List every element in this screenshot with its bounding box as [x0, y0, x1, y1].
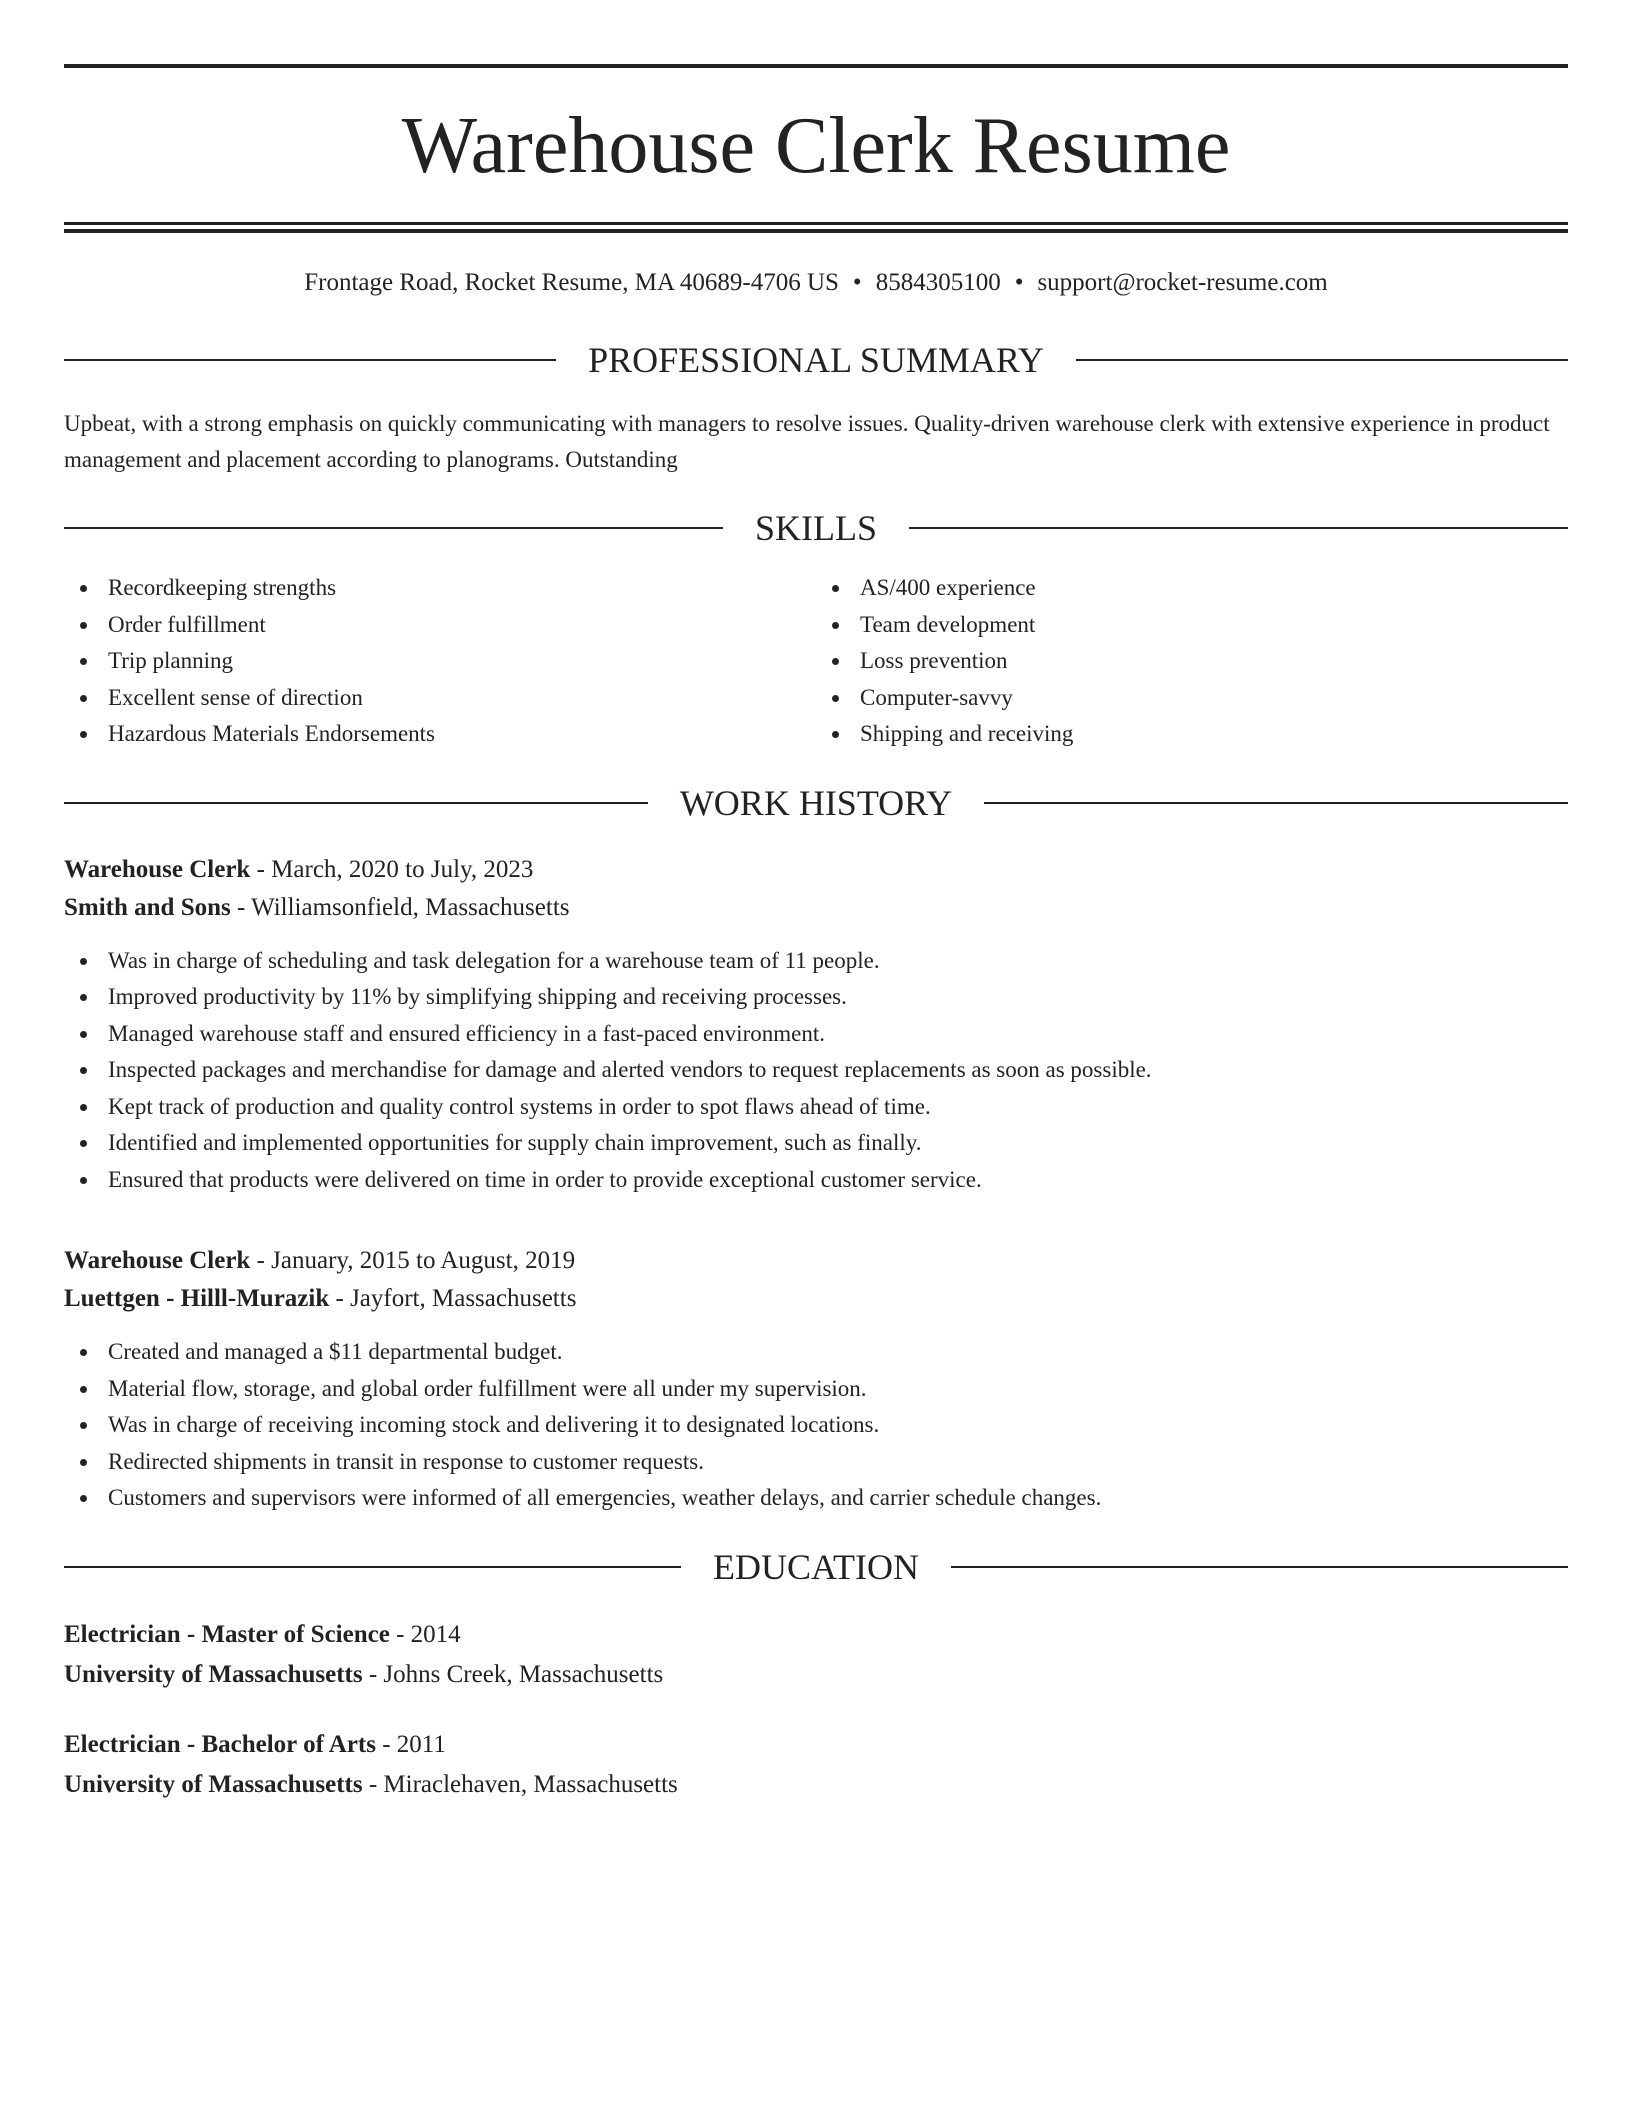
heading-rule-left	[64, 1566, 681, 1568]
job-dates: - January, 2015 to August, 2019	[250, 1247, 576, 1274]
job-company: Smith and Sons	[64, 893, 231, 921]
job-bullet: Was in charge of scheduling and task delegation for a warehouse team of 11 people.	[64, 943, 1568, 980]
skill-item: Team development	[816, 607, 1568, 644]
heading-rule-left	[64, 359, 556, 361]
work-section-heading	[64, 783, 1568, 823]
education-degree: Electrician - Master of Science	[64, 1620, 390, 1648]
job-bullet: Kept track of production and quality control systems in order to spot flaws ahead of time.	[64, 1089, 1568, 1126]
education-heading-label: EDUCATION	[713, 1546, 919, 1587]
summary-text: Upbeat, with a strong emphasis on quickly communicating with managers to resolve issues. Quality-driven warehouse clerk with extensive experience in product management and placement according to planograms. Outstanding	[64, 411, 1550, 472]
job-bullet: Was in charge of receiving incoming stock and delivering it to designated locations.	[64, 1407, 1568, 1444]
education-school: University of Massachusetts	[64, 1660, 363, 1688]
job-company: Luettgen - Hilll-Murazik	[64, 1285, 330, 1312]
skill-item: Hazardous Materials Endorsements	[64, 716, 816, 753]
contact-separator: •	[1014, 269, 1024, 296]
skill-item: Shipping and receiving	[816, 716, 1568, 753]
job-bullet: Improved productivity by 11% by simplifying shipping and receiving processes.	[64, 979, 1568, 1016]
job-bullet: Customers and supervisors were informed of all emergencies, weather delays, and carrier schedule changes.	[64, 1480, 1568, 1517]
education-degree: Electrician - Bachelor of Arts	[64, 1730, 376, 1758]
heading-rule-right	[984, 802, 1568, 804]
resume-page	[64, 64, 1568, 1805]
job-bullets	[64, 1334, 1568, 1517]
job-bullets	[64, 943, 1568, 1199]
job-title: Warehouse Clerk	[64, 855, 251, 883]
summary-section-heading	[64, 340, 1568, 380]
education-degree-line	[64, 1725, 1568, 1765]
skill-item: Computer-savvy	[816, 680, 1568, 717]
education-degree-line	[64, 1615, 1568, 1655]
heading-rule-left	[64, 802, 648, 804]
job-bullet: Managed warehouse staff and ensured efficiency in a fast-paced environment.	[64, 1016, 1568, 1053]
work-heading-label: WORK HISTORY	[679, 782, 953, 823]
heading-rule-left	[64, 527, 723, 529]
education-entry	[64, 1725, 1568, 1805]
skill-item: Excellent sense of direction	[64, 680, 816, 717]
contact-email: support@rocket-resume.com	[1037, 269, 1328, 296]
title-double-rule	[64, 222, 1568, 233]
job-location: - Williamsonfield, Massachusetts	[230, 893, 570, 921]
skills-heading-label: SKILLS	[755, 508, 878, 548]
education-location: - Miraclehaven, Massachusetts	[362, 1770, 678, 1798]
education-school-line	[64, 1765, 1568, 1805]
job-title-line	[64, 1242, 1568, 1280]
skill-item: Loss prevention	[816, 643, 1568, 680]
education-entry	[64, 1615, 1568, 1695]
contact-address: Frontage Road, Rocket Resume, MA 40689-4706 US	[304, 269, 839, 296]
heading-rule-right	[1076, 359, 1568, 361]
contact-line	[64, 266, 1568, 300]
resume-title: Warehouse Clerk Resume	[401, 102, 1231, 190]
job-entry	[64, 851, 1568, 1199]
education-year: - 2011	[375, 1730, 446, 1758]
education-location: - Johns Creek, Massachusetts	[362, 1660, 664, 1688]
job-company-line	[64, 889, 1568, 927]
job-bullet: Ensured that products were delivered on time in order to provide exceptional customer service.	[64, 1162, 1568, 1199]
education-section-heading	[64, 1547, 1568, 1587]
heading-rule-right	[951, 1566, 1568, 1568]
job-bullet: Redirected shipments in transit in response to customer requests.	[64, 1444, 1568, 1481]
contact-separator: •	[852, 269, 862, 296]
heading-rule-right	[909, 527, 1568, 529]
skill-item: Order fulfillment	[64, 607, 816, 644]
job-dates: - March, 2020 to July, 2023	[250, 855, 534, 883]
job-bullet: Created and managed a $11 departmental budget.	[64, 1334, 1568, 1371]
job-bullet: Identified and implemented opportunities for supply chain improvement, such as finally.	[64, 1125, 1568, 1162]
job-location: - Jayfort, Massachusetts	[329, 1285, 577, 1312]
skills-list	[64, 570, 1568, 753]
summary-heading-label: PROFESSIONAL SUMMARY	[588, 340, 1044, 380]
skill-item: Trip planning	[64, 643, 816, 680]
education-school: University of Massachusetts	[64, 1770, 363, 1798]
contact-phone: 8584305100	[875, 269, 1001, 296]
skill-item: AS/400 experience	[816, 570, 1568, 607]
skills-column-right	[816, 570, 1568, 753]
job-entry	[64, 1242, 1568, 1517]
skill-item: Recordkeeping strengths	[64, 570, 816, 607]
top-rule	[64, 64, 1568, 68]
job-bullet: Inspected packages and merchandise for damage and alerted vendors to request replacements as soon as possible.	[64, 1052, 1568, 1089]
education-year: - 2014	[389, 1620, 461, 1648]
skills-section-heading	[64, 508, 1568, 548]
skills-column-left	[64, 570, 816, 753]
job-title-line	[64, 851, 1568, 889]
education-school-line	[64, 1655, 1568, 1695]
job-title: Warehouse Clerk	[64, 1247, 251, 1274]
job-company-line	[64, 1280, 1568, 1318]
job-bullet: Material flow, storage, and global order fulfillment were all under my supervision.	[64, 1371, 1568, 1408]
